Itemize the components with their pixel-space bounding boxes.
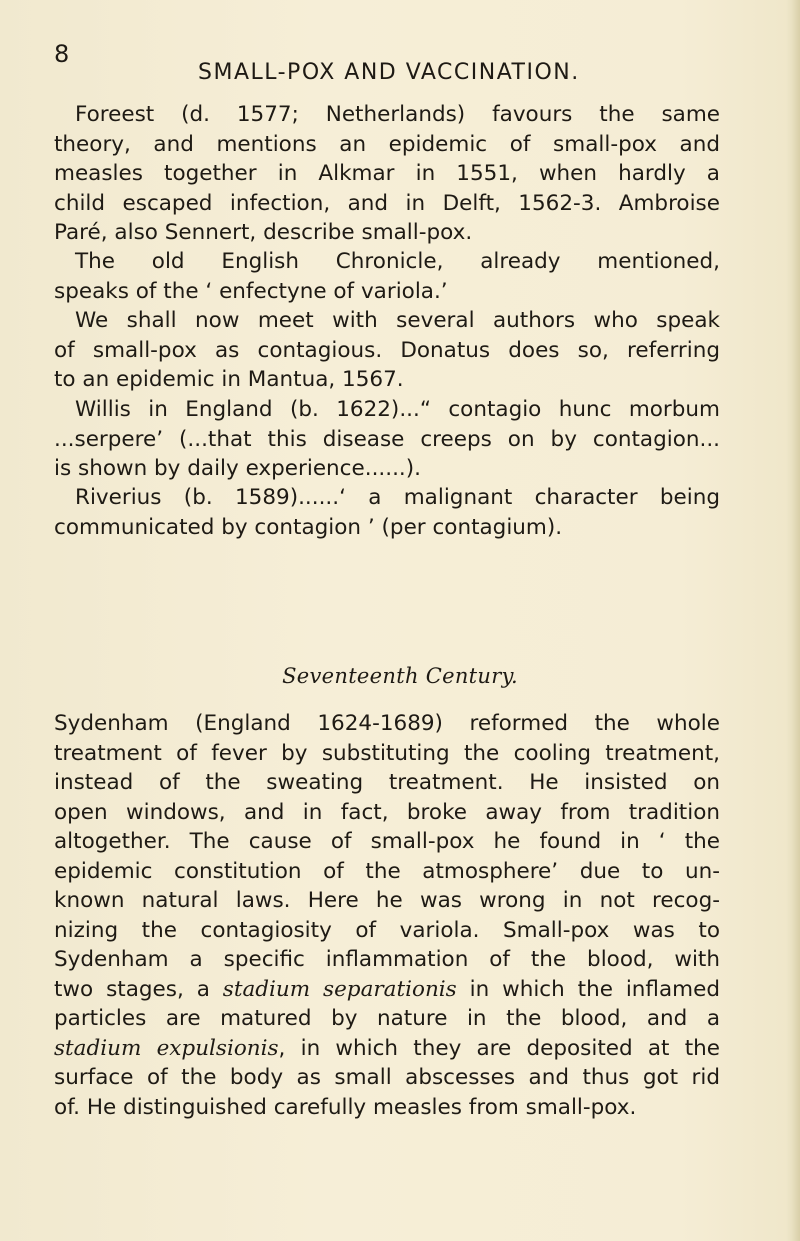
text-line: theory, and mentions an epidemic of small-pox and	[54, 131, 720, 157]
text-line: We shall now meet with several authors who speak	[75, 308, 720, 333]
text-run: , in which they are deposited at the	[278, 1035, 720, 1061]
text-line: The old English Chronicle, already mentioned,	[75, 249, 720, 274]
text-line: particles are matured by nature in the blood, and a	[54, 1006, 720, 1031]
text-line: to an epidemic in Mantua, 1567.	[54, 367, 404, 392]
text-line: Riverius (b. 1589)......‘ a malignant character being	[75, 485, 720, 510]
text-line: is shown by daily experience......).	[54, 456, 421, 481]
text-run: two stages, a	[54, 976, 223, 1002]
text-line: measles together in Alkmar in 1551, when hardly a	[54, 161, 720, 186]
text-line: Paré, also Sennert, describe small-pox.	[54, 220, 473, 245]
text-run: in which the inflamed	[456, 976, 720, 1002]
text-line: surface of the body as small abscesses and thus got rid	[54, 1065, 720, 1090]
italic-term-stadium-separationis: stadium separationis	[222, 976, 457, 1002]
paragraph-riverius	[54, 483, 720, 542]
paragraph-contagious-authors	[54, 306, 720, 395]
text-line: known natural laws. Here he was wrong in not recog-	[54, 888, 720, 913]
text-line: Sydenham (England 1624-1689) reformed the whole	[54, 711, 720, 736]
text-line: communicated by contagion ’ (per contagium).	[54, 514, 563, 540]
text-line: open windows, and in fact, broke away from tradition	[54, 799, 720, 825]
text-line: Willis in England (b. 1622)...“ contagio hunc morbum	[75, 397, 720, 422]
text-line: Sydenham a specific inflammation of the blood, with	[54, 947, 720, 972]
paragraph-foreest	[54, 100, 720, 248]
text-line: ...serpere’ (...that this disease creeps on by contagion...	[54, 426, 720, 452]
text-line: speaks of the ‘ enfectyne of variola.’	[54, 278, 448, 304]
text-line: nizing the contagiosity of variola. Small-pox was to	[54, 917, 720, 943]
text-line: Foreest (d. 1577; Netherlands) favours the same	[75, 102, 720, 127]
page-number: 8	[54, 40, 70, 68]
paragraph-english-chronicle	[54, 247, 720, 306]
italic-term-stadium-expulsionis: stadium expulsionis	[54, 1035, 279, 1061]
text-line: altogether. The cause of small-pox he found in ‘ the	[54, 829, 720, 854]
text-line	[54, 975, 720, 1005]
text-line: instead of the sweating treatment. He insisted on	[54, 770, 720, 795]
text-line: treatment of fever by substituting the cooling treatment,	[54, 740, 720, 766]
text-line: of small-pox as contagious. Donatus does so, referring	[54, 337, 720, 363]
paragraph-sydenham	[54, 709, 720, 1122]
running-head: SMALL-POX AND VACCINATION.	[198, 60, 580, 85]
text-line: child escaped infection, and in Delft, 1562-3. Ambroise	[54, 190, 720, 216]
text-line: epidemic constitution of the atmosphere’ due to un-	[54, 858, 720, 884]
text-line	[54, 1034, 720, 1064]
paragraph-willis	[54, 395, 720, 484]
text-line: of. He distinguished carefully measles from small-pox.	[54, 1094, 637, 1120]
section-heading: Seventeenth Century.	[282, 664, 518, 688]
page-edge-shadow	[786, 0, 800, 1241]
